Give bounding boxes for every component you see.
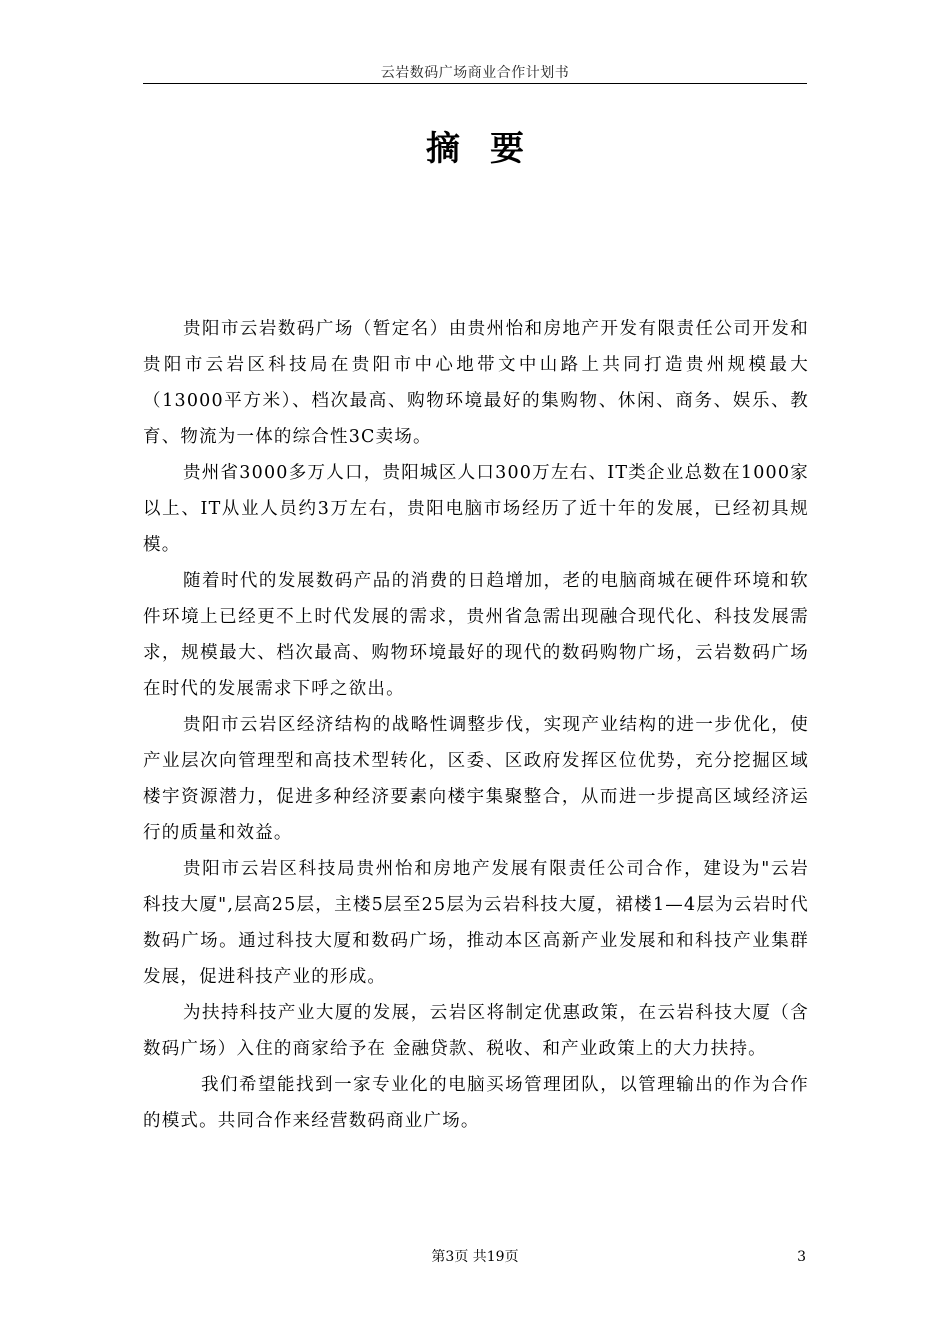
paragraph-1: 贵阳市云岩数码广场（暂定名）由贵州怡和房地产开发有限责任公司开发和贵阳市云岩区科技局在贵阳市中心地带文中山路上共同打造贵州规模最大（13000平方米）、档次最高、购物环境最好的集购物、休闲、商务、娱乐、教育、物流为一体的综合性3C卖场。 bbox=[143, 319, 809, 447]
paragraph-7: 我们希望能找到一家专业化的电脑买场管理团队，以管理输出的作为合作的模式。共同合作来经营数码商业广场。 bbox=[143, 1075, 809, 1131]
page-number: 3 bbox=[797, 1249, 806, 1265]
page-title: 摘要 bbox=[426, 129, 554, 169]
summary-body bbox=[143, 311, 809, 1139]
paragraph-6: 为扶持科技产业大厦的发展，云岩区将制定优惠政策，在云岩科技大厦（含数码广场）入住的商家给予在 金融贷款、税收、和产业政策上的大力扶持。 bbox=[143, 1003, 809, 1059]
paragraph-4: 贵阳市云岩区经济结构的战略性调整步伐，实现产业结构的进一步优化，使产业层次向管理型和高技术型转化，区委、区政府发挥区位优势，充分挖掘区域楼宇资源潜力，促进多种经济要素向楼宇集聚整合，从而进一步提高区域经济运行的质量和效益。 bbox=[143, 715, 809, 843]
paragraph-3: 随着时代的发展数码产品的消费的日趋增加，老的电脑商城在硬件环境和软件环境上已经更不上时代发展的需求，贵州省急需出现融合现代化、科技发展需求，规模最大、档次最高、购物环境最好的现代的数码购物广场，云岩数码广场在时代的发展需求下呼之欲出。 bbox=[143, 571, 809, 699]
paragraph-5: 贵阳市云岩区科技局贵州怡和房地产发展有限责任公司合作，建设为"云岩科技大厦",层高25层，主楼5层至25层为云岩科技大厦，裙楼1—4层为云岩时代数码广场。通过科技大厦和数码广场，推动本区高新产业发展和和科技产业集群发展，促进科技产业的形成。 bbox=[143, 859, 809, 987]
page-footer-label: 第3页 共19页 bbox=[431, 1249, 519, 1265]
paragraph-2: 贵州省3000多万人口，贵阳城区人口300万左右、IT类企业总数在1000家以上、IT从业人员约3万左右，贵阳电脑市场经历了近十年的发展，已经初具规模。 bbox=[143, 463, 809, 555]
running-header: 云岩数码广场商业合作计划书 bbox=[380, 65, 570, 81]
header-rule bbox=[143, 83, 807, 84]
